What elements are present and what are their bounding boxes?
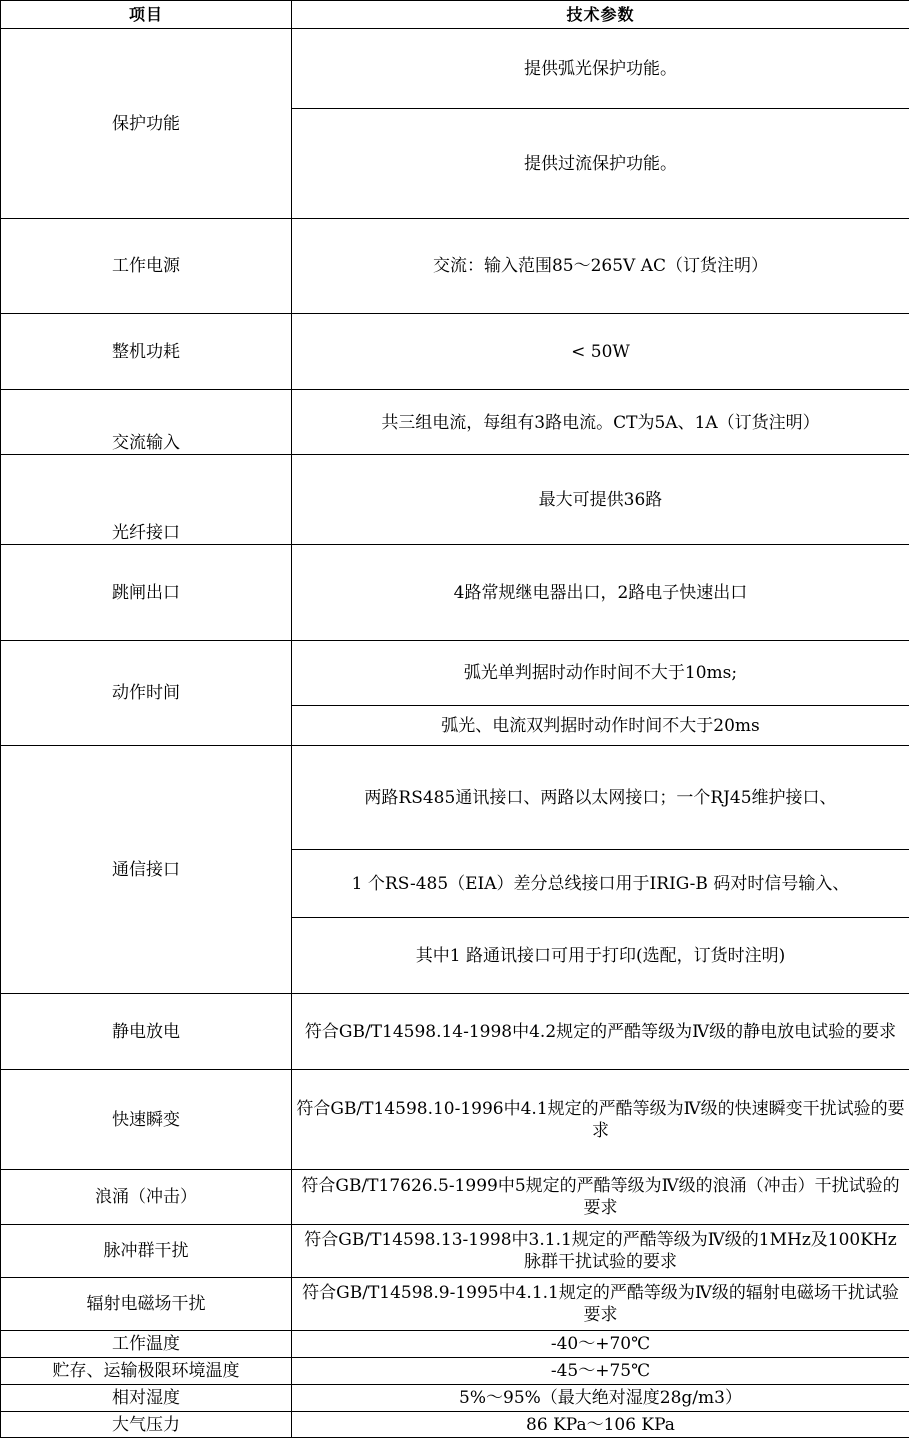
label-esd: 静电放电	[1, 994, 292, 1070]
header-row	[1, 1, 909, 29]
label-ac-input: 交流输入	[1, 390, 292, 455]
table-row	[1, 641, 909, 706]
header-item: 项目	[1, 1, 292, 29]
table-row	[1, 455, 909, 545]
label-communication: 通信接口	[1, 746, 292, 994]
label-work-temp: 工作温度	[1, 1331, 292, 1358]
table-row	[1, 545, 909, 641]
value-action-time-1: 弧光单判据时动作时间不大于10ms;	[292, 641, 909, 706]
table-row	[1, 1385, 909, 1412]
table-row	[1, 1412, 909, 1438]
label-fiber: 光纤接口	[1, 455, 292, 545]
table-row	[1, 1225, 909, 1278]
value-esd: 符合GB/T14598.14-1998中4.2规定的严酷等级为Ⅳ级的静电放电试验的要求	[292, 994, 909, 1070]
value-fiber: 最大可提供36路	[292, 455, 909, 545]
table-row	[1, 29, 909, 109]
value-surge: 符合GB/T17626.5-1999中5规定的严酷等级为Ⅳ级的浪涌（冲击）干扰试验的要求	[292, 1170, 909, 1225]
value-power-supply: 交流：输入范围85～265V AC（订货注明）	[292, 219, 909, 314]
value-eft: 符合GB/T14598.10-1996中4.1规定的严酷等级为Ⅳ级的快速瞬变干扰试验的要求	[292, 1070, 909, 1170]
table-row	[1, 1070, 909, 1170]
label-surge: 浪涌（冲击）	[1, 1170, 292, 1225]
table-row	[1, 390, 909, 455]
value-humidity: 5%～95%（最大绝对湿度28g/m3）	[292, 1385, 909, 1412]
value-action-time-2: 弧光、电流双判据时动作时间不大于20ms	[292, 706, 909, 746]
label-humidity: 相对湿度	[1, 1385, 292, 1412]
value-pressure: 86 KPa～106 KPa	[292, 1412, 909, 1438]
table-row	[1, 1331, 909, 1358]
table-row	[1, 314, 909, 390]
label-pressure: 大气压力	[1, 1412, 292, 1438]
label-trip-output: 跳闸出口	[1, 545, 292, 641]
value-protection-2: 提供过流保护功能。	[292, 109, 909, 219]
value-trip-output: 4路常规继电器出口，2路电子快速出口	[292, 545, 909, 641]
value-consumption: < 50W	[292, 314, 909, 390]
header-param: 技术参数	[292, 1, 909, 29]
table-row	[1, 1278, 909, 1331]
value-burst: 符合GB/T14598.13-1998中3.1.1规定的严酷等级为Ⅳ级的1MHz及100KHz脉群干扰试验的要求	[292, 1225, 909, 1278]
value-work-temp: -40～+70℃	[292, 1331, 909, 1358]
label-power-supply: 工作电源	[1, 219, 292, 314]
label-consumption: 整机功耗	[1, 314, 292, 390]
value-communication-1: 两路RS485通讯接口、两路以太网接口；一个RJ45维护接口、	[292, 746, 909, 850]
table-row	[1, 1170, 909, 1225]
table-row	[1, 219, 909, 314]
label-radiated: 辐射电磁场干扰	[1, 1278, 292, 1331]
table-row	[1, 994, 909, 1070]
table-row	[1, 1358, 909, 1385]
label-eft: 快速瞬变	[1, 1070, 292, 1170]
value-communication-2: 1 个RS-485（EIA）差分总线接口用于IRIG-B 码对时信号输入、	[292, 850, 909, 918]
value-communication-3: 其中1 路通讯接口可用于打印(选配，订货时注明)	[292, 918, 909, 994]
label-burst: 脉冲群干扰	[1, 1225, 292, 1278]
label-protection: 保护功能	[1, 29, 292, 219]
label-action-time: 动作时间	[1, 641, 292, 746]
value-radiated: 符合GB/T14598.9-1995中4.1.1规定的严酷等级为Ⅳ级的辐射电磁场干扰试验要求	[292, 1278, 909, 1331]
value-ac-input: 共三组电流，每组有3路电流。CT为5A、1A（订货注明）	[292, 390, 909, 455]
table-row	[1, 746, 909, 850]
value-protection-1: 提供弧光保护功能。	[292, 29, 909, 109]
value-storage-temp: -45～+75℃	[292, 1358, 909, 1385]
label-storage-temp: 贮存、运输极限环境温度	[1, 1358, 292, 1385]
